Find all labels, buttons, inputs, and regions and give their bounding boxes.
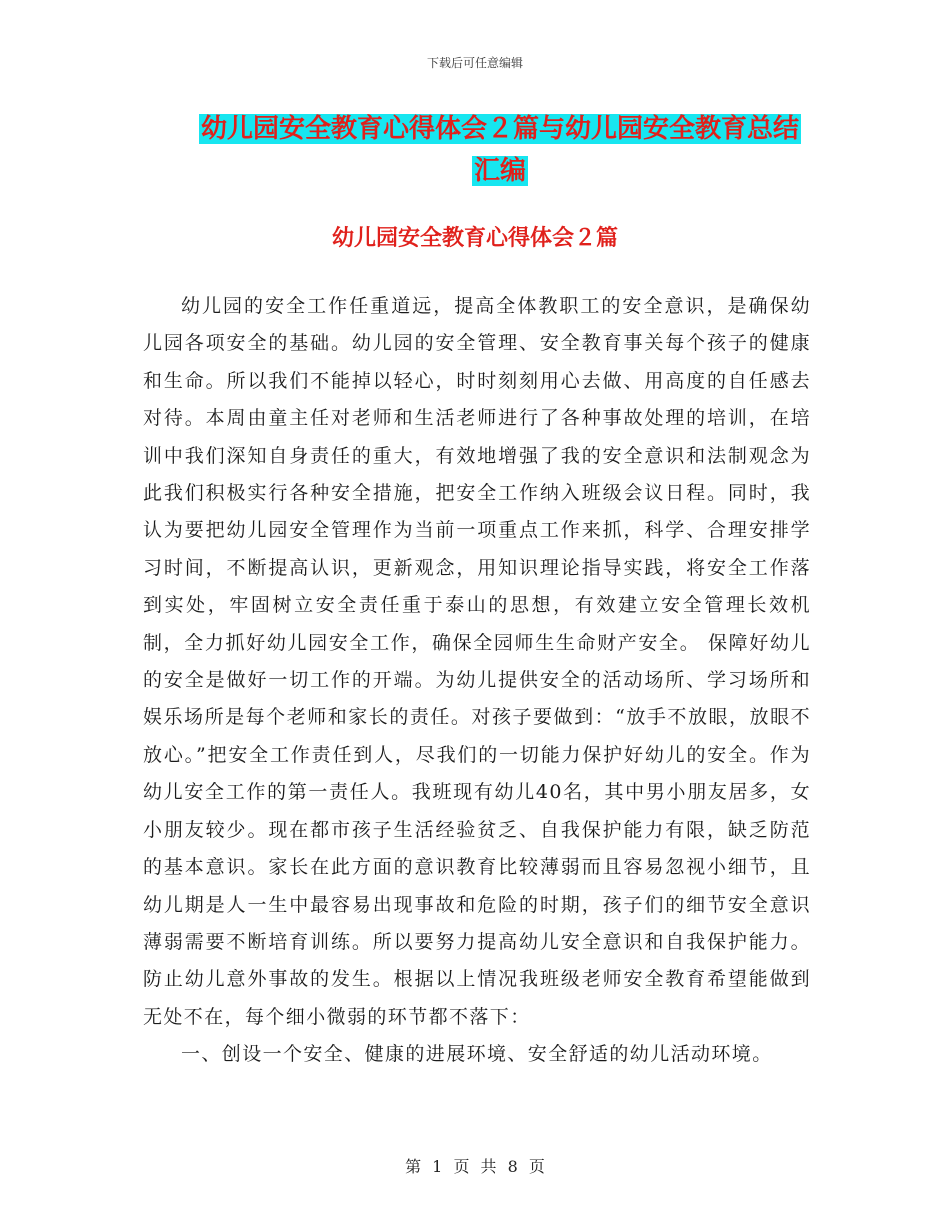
- page-number-footer: 第 1 页 共 8 页: [405, 1157, 545, 1176]
- document-title-line1: 幼儿园安全教育心得体会２篇与幼儿园安全教育总结: [200, 114, 799, 144]
- section-title: 幼儿园安全教育心得体会２篇: [331, 225, 618, 251]
- document-body: [143, 288, 811, 1074]
- body-paragraph: 幼儿园的安全工作任重道远，提高全体教职工的安全意识，是确保幼儿园各项安全的基础。幼儿园的安全管理、安全教育事关每个孩子的健康和生命。所以我们不能掉以轻心，时时刻刻用心去做、用高度的自任感去对待。本周由童主任对老师和生活老师进行了各种事故处理的培训，在培训中我们深知自身责任的重大，有效地增强了我的安全意识和法制观念为此我们积极实行各种安全措施，把安全工作纳入班级会议日程。同时，我认为要把幼儿园安全管理作为当前一项重点工作来抓，科学、合理安排学习时间，不断提高认识，更新观念，用知识理论指导实践，将安全工作落到实处，牢固树立安全责任重于泰山的思想，有效建立安全管理长效机制，全力抓好幼儿园安全工作，确保全园师生生命财产安全。 保障好幼儿的安全是做好一切工作的开端。为幼儿提供安全的活动场所、学习场所和娱乐场所是每个老师和家长的责任。对孩子要做到：“放手不放眼，放眼不放心。”把安全工作责任到人，尽我们的一切能力保护好幼儿的安全。作为幼儿安全工作的第一责任人。我班现有幼儿40名，其中男小朋友居多，女小朋友较少。现在都市孩子生活经验贫乏、自我保护能力有限，缺乏防范的基本意识。家长在此方面的意识教育比较薄弱而且容易忽视小细节，且幼儿期是人一生中最容易出现事故和危险的时期，孩子们的细节安全意识薄弱需要不断培育训练。所以要努力提高幼儿安全意识和自我保护能力。防止幼儿意外事故的发生。根据以上情况我班级老师安全教育希望能做到无处不在，每个细小微弱的环节都不落下：: [143, 295, 811, 1028]
- body-paragraph: 一、创设一个安全、健康的进展环境、安全舒适的幼儿活动环境。: [181, 1043, 773, 1066]
- document-title: [180, 108, 820, 192]
- page-header-note: 下载后可任意编辑: [426, 56, 523, 70]
- document-title-line2: 汇编: [473, 156, 526, 186]
